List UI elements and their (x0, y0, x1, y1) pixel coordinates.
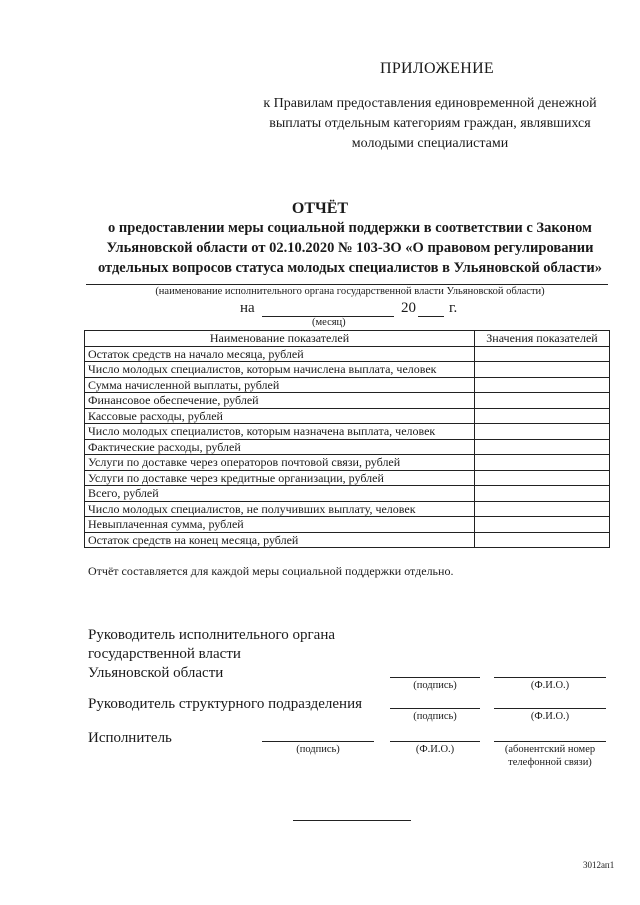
struct-signature-caption: (подпись) (413, 711, 457, 722)
row-label: Невыплаченная сумма, рублей (85, 517, 475, 533)
row-label: Число молодых специалистов, не получивших выплату, человек (85, 501, 475, 517)
table-row (85, 470, 610, 486)
value-cell[interactable] (475, 517, 610, 533)
appendix-subtitle: к Правилам предоставления единовременной денежной выплаты отдельным категориям граждан, являвшихся молодыми специалистами (263, 96, 597, 151)
executor-signature-caption: (подпись) (296, 744, 340, 755)
struct-name-line[interactable] (494, 708, 606, 709)
year-input-line[interactable] (418, 316, 444, 317)
period-prefix: на (240, 300, 255, 316)
head-label-line1: Руководитель исполнительного органа (88, 627, 336, 643)
executor-name-caption: (Ф.И.О.) (415, 744, 455, 755)
report-note: Отчёт составляется для каждой меры социальной поддержки отдельно. (88, 564, 454, 578)
executor-phone-line[interactable] (494, 741, 606, 742)
month-caption: (месяц) (312, 317, 346, 328)
value-cell[interactable] (475, 424, 610, 440)
table-row (85, 517, 610, 533)
value-cell[interactable] (475, 408, 610, 424)
report-subtitle: о предоставлении меры социальной поддержки в соответствии с Законом Ульяновской области от 02.10.2020 № 103-ЗО «О правовом регулировании отдельных вопросов статуса молодых специалистов в Ульяновской области» (97, 220, 602, 276)
row-label: Услуги по доставке через кредитные организации, рублей (85, 470, 475, 486)
value-cell[interactable] (475, 439, 610, 455)
table-row (85, 346, 610, 362)
row-label: Услуги по доставке через операторов почтовой связи, рублей (85, 455, 475, 471)
row-label: Число молодых специалистов, которым начислена выплата, человек (85, 362, 475, 378)
row-label: Число молодых специалистов, которым назначена выплата, человек (85, 424, 475, 440)
struct-head-label: Руководитель структурного подразделения (88, 696, 362, 712)
header-indicator-name: Наименование показателей (85, 331, 475, 347)
row-label: Финансовое обеспечение, рублей (85, 393, 475, 409)
table-row (85, 439, 610, 455)
value-cell[interactable] (475, 470, 610, 486)
period-year: 20 (401, 300, 416, 316)
table-row (85, 424, 610, 440)
period-suffix: г. (449, 300, 458, 316)
value-cell[interactable] (475, 393, 610, 409)
head-label-line3: Ульяновской области (88, 665, 224, 681)
table-row (85, 408, 610, 424)
value-cell[interactable] (475, 346, 610, 362)
table-header-row (85, 331, 610, 347)
row-label: Сумма начисленной выплаты, рублей (85, 377, 475, 393)
row-label: Остаток средств на конец месяца, рублей (85, 532, 475, 548)
authority-line[interactable] (86, 284, 608, 285)
row-label: Кассовые расходы, рублей (85, 408, 475, 424)
value-cell[interactable] (475, 532, 610, 548)
appendix-title: ПРИЛОЖЕНИЕ (380, 60, 495, 77)
value-cell[interactable] (475, 362, 610, 378)
head-name-line[interactable] (494, 677, 606, 678)
table-row (85, 377, 610, 393)
row-label: Остаток средств на начало месяца, рублей (85, 346, 475, 362)
row-label: Фактические расходы, рублей (85, 439, 475, 455)
head-name-caption: (Ф.И.О.) (530, 680, 570, 691)
header-indicator-value: Значения показателей (475, 331, 610, 347)
footer-code: 3012ап1 (583, 860, 615, 870)
bottom-divider (293, 820, 411, 821)
table-row (85, 501, 610, 517)
executor-phone-caption-line2: телефонной связи) (508, 757, 592, 768)
executor-label: Исполнитель (88, 730, 172, 746)
head-signature-line[interactable] (390, 677, 480, 678)
head-signature-caption: (подпись) (413, 680, 457, 691)
struct-name-caption: (Ф.И.О.) (530, 711, 570, 722)
executor-phone-caption-line1: (абонентский номер (504, 744, 596, 755)
table-row (85, 455, 610, 471)
value-cell[interactable] (475, 486, 610, 502)
table-row (85, 532, 610, 548)
head-label-line2: государственной власти (88, 646, 241, 662)
executor-signature-line[interactable] (262, 741, 374, 742)
value-cell[interactable] (475, 501, 610, 517)
table-row (85, 486, 610, 502)
value-cell[interactable] (475, 455, 610, 471)
executor-name-line[interactable] (390, 741, 480, 742)
indicators-table (84, 330, 610, 548)
table-row (85, 393, 610, 409)
report-title: ОТЧЁТ (291, 200, 349, 217)
authority-caption: (наименование исполнительного органа государственной власти Ульяновской области) (155, 286, 545, 297)
row-label: Всего, рублей (85, 486, 475, 502)
value-cell[interactable] (475, 377, 610, 393)
table-row (85, 362, 610, 378)
struct-signature-line[interactable] (390, 708, 480, 709)
